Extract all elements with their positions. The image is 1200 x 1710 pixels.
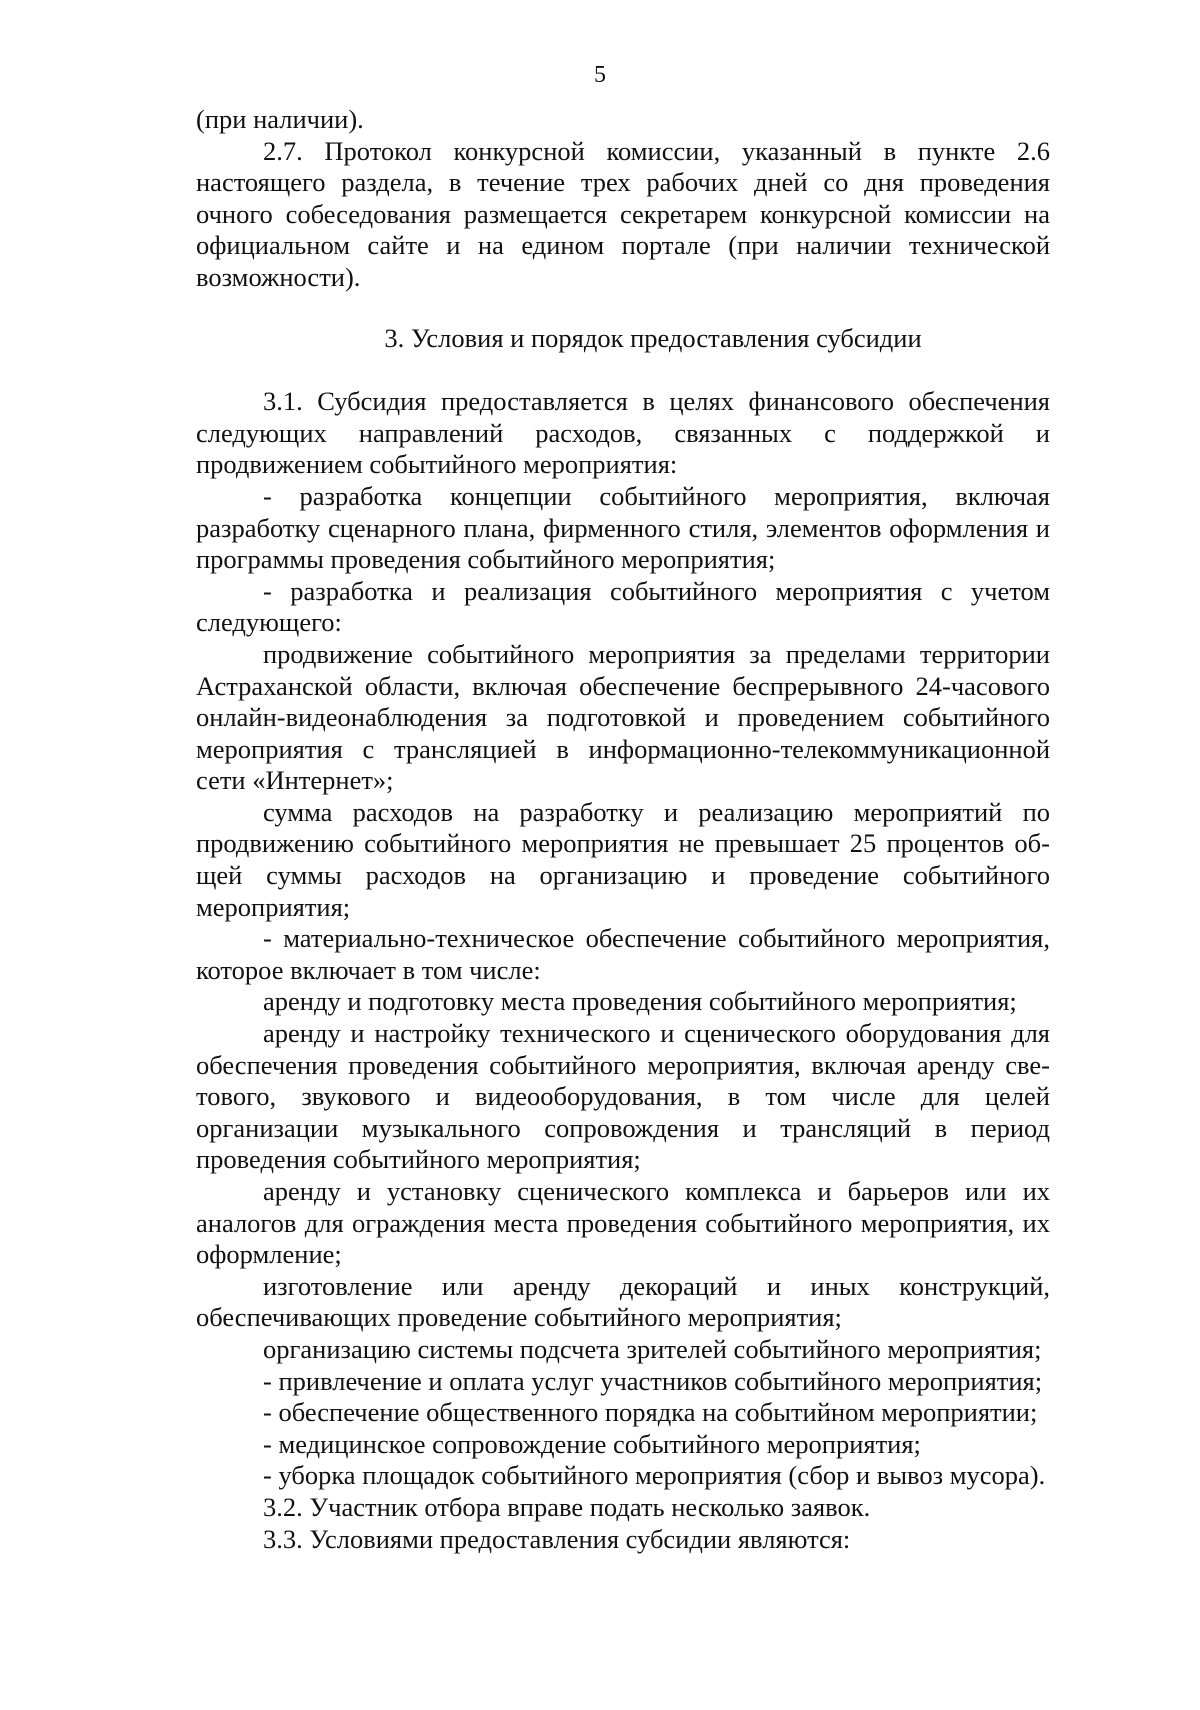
list-item-concept: - разработка концепции событийного мероприятия, включая разработку сценарного плана, фирменного стиля, элементов оформления и программы проведения событийного мероприятия; — [196, 480, 1050, 575]
document-body — [196, 104, 1050, 1555]
list-item-costs-limit: сумма расходов на разработку и реализацию мероприятий по продвижению событийного мероприятия не превышает 25 процентов общей суммы расходов на организацию и проведение событийного мероприятия; — [196, 796, 1050, 922]
list-item-promotion: продвижение событийного мероприятия за пределами территории Астраханской области, включая обеспечение беспрерывного 24-часового онлайн-видеонаблюдения за подготовкой и проведением событийного мероприятия с трансляцией в информационно-телекоммуникационной сети «Интернет»; — [196, 638, 1050, 796]
paragraph-3-1: 3.1. Субсидия предоставляется в целях финансового обеспечения следующих направлений расходов, связанных с поддержкой и продвижением событийного мероприятия: — [196, 386, 1050, 480]
list-item-development: - разработка и реализация событийного мероприятия с учетом следующего: — [196, 575, 1050, 638]
list-item-cleaning: - уборка площадок событийного мероприятия (сбор и вывоз мусора). — [263, 1460, 1046, 1491]
list-item-equipment: аренду и настройку технического и сценического оборудования для обеспечения проведения событийного мероприятия, включая аренду светового, звукового и видеооборудования, в том числе для целей организации музыкального сопровождения и трансляций в период проведения событийного мероприятия; — [196, 1018, 1050, 1175]
page-number: 5 — [594, 62, 606, 88]
list-item-decorations: изготовление или аренду декораций и иных конструкций, обеспечивающих проведение событийного мероприятия; — [196, 1270, 1050, 1333]
list-item-stage: аренду и установку сценического комплекса и барьеров или их аналогов для ограждения места проведения событийного мероприятия, их оформление; — [196, 1176, 1050, 1270]
list-item-participants: - привлечение и оплата услуг участников событийного мероприятия; — [263, 1365, 1043, 1396]
section-heading: 3. Условия и порядок предоставления субсидии — [384, 322, 922, 353]
list-item-counting: организацию системы подсчета зрителей событийного мероприятия; — [263, 1333, 1042, 1364]
paragraph-continuation: (при наличии). — [196, 104, 364, 134]
list-item-medical: - медицинское сопровождение событийного мероприятия; — [263, 1428, 921, 1459]
paragraph-2-7: 2.7. Протокол конкурсной комиссии, указанный в пункте 2.6 настоящего раздела, в течение трех рабочих дней со дня проведения очного собеседования размещается секретарем конкурсной комиссии на официальном сайте и на едином портале (при наличии технической возможности). — [196, 135, 1050, 292]
paragraph-3-2: 3.2. Участник отбора вправе подать несколько заявок. — [263, 1491, 871, 1522]
paragraph-3-3: 3.3. Условиями предоставления субсидии являются: — [263, 1523, 851, 1554]
list-item-order: - обеспечение общественного порядка на событийном мероприятии; — [263, 1397, 1038, 1428]
list-item-material: - материально-техническое обеспечение событийного мероприятия, которое включает в том числе: — [196, 923, 1050, 985]
list-item-venue: аренду и подготовку места проведения событийного мероприятия; — [263, 986, 1017, 1017]
